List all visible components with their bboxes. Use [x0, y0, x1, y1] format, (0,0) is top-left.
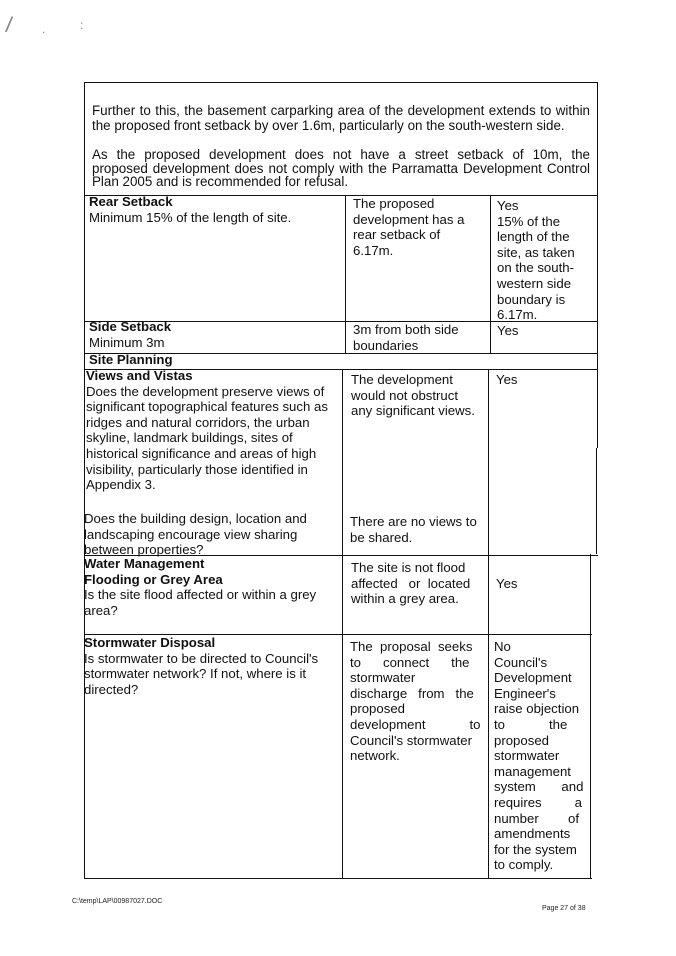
text-line: area? — [84, 602, 118, 618]
text-line: Council's stormwater — [350, 732, 472, 748]
text-line: for the system — [494, 841, 577, 857]
text-line: 3m from both side — [353, 322, 459, 337]
side-setback-cell — [89, 319, 341, 350]
footer-page-number: Page 27 of 38 — [542, 905, 586, 912]
col-divider-b1 — [490, 195, 491, 353]
text-line: to the — [494, 716, 568, 732]
text-line: boundary is — [497, 291, 566, 307]
text-line: The proposed — [353, 196, 435, 211]
text-line: Is stormwater to be directed to Council's — [84, 650, 319, 666]
scan-mark-slash: / — [4, 11, 14, 38]
text-line: western side — [497, 275, 572, 291]
col-divider-a2 — [342, 369, 343, 879]
text-line: development has a — [353, 211, 465, 227]
text-line: stormwater — [350, 670, 416, 686]
text-line: on the south- — [497, 260, 574, 276]
text-line: discharge from the — [350, 685, 474, 701]
intro-p2-line2: proposed development does not comply with the Parramatta Development Control — [92, 160, 590, 176]
table-bottom-border — [84, 878, 592, 879]
text-line: system and — [494, 779, 584, 795]
views-vistas-question-2 — [84, 511, 340, 558]
text-line: Appendix 3. — [86, 477, 156, 493]
views-vistas-answer-1 — [351, 372, 487, 419]
stormwater-cell — [84, 635, 340, 697]
site-planning-heading: Site Planning — [89, 352, 173, 367]
text-line: Engineer's — [494, 685, 556, 701]
text-line: to comply. — [494, 857, 554, 873]
text-line: any significant views. — [351, 403, 475, 419]
text-line: historical significance and areas of high — [86, 445, 317, 461]
text-line: 6.17m. — [353, 242, 394, 258]
text-line: length of the — [497, 229, 570, 245]
stormwater-proposal — [350, 639, 482, 764]
rear-setback-cell — [89, 194, 341, 225]
text-line: network. — [350, 748, 400, 764]
intro-paragraph-1 — [92, 104, 590, 133]
table-left-border — [84, 82, 85, 879]
views-vistas-cell — [86, 368, 340, 493]
col-divider-a1 — [345, 195, 346, 353]
text-line: Is the site flood affected or within a grey — [84, 587, 317, 603]
text-line: proposed — [494, 732, 549, 748]
text-line: management — [494, 763, 571, 779]
text-line: number of — [494, 810, 580, 826]
text-line: 15% of the — [497, 213, 561, 229]
rear-setback-requirement: Minimum 15% of the length of site. — [89, 209, 292, 225]
side-setback-requirement: Minimum 3m — [89, 334, 165, 350]
intro-p1-line2: the proposed front setback by over 1.6m, particularly on the south-western side. — [92, 117, 565, 133]
water-proposal — [351, 560, 485, 607]
side-setback-compliance: Yes — [497, 323, 519, 338]
water-management-cell — [84, 556, 340, 618]
water-compliance: Yes — [496, 576, 518, 591]
rear-setback-heading: Rear Setback — [89, 194, 173, 209]
intro-p1-line1: Further to this, the basement carparking area of the development extends to within — [92, 103, 590, 118]
text-line: skyline, landmark buildings, sites of — [86, 430, 293, 446]
text-line: Does the building design, location and — [84, 511, 307, 526]
text-line: ridges and natural corridors, the urban — [86, 414, 310, 430]
text-line: Yes — [497, 198, 519, 213]
text-line: significant topographical features such as — [86, 399, 328, 415]
text-line: There are no views to — [350, 514, 477, 529]
text-line: raise objection — [494, 701, 580, 717]
scan-mark-dot: . — [42, 22, 46, 36]
intro-p2-line3: Plan 2005 and is recommended for refusal. — [92, 174, 349, 189]
flooding-grey-area-heading: Flooding or Grey Area — [84, 571, 223, 587]
side-setback-proposal — [353, 322, 487, 353]
scan-mark-colon: : — [80, 18, 84, 32]
intro-p2-line1: As the proposed development does not have a street setback of 10m, the — [92, 147, 590, 162]
text-line: amendments — [494, 826, 571, 842]
rear-setback-proposal — [353, 196, 487, 258]
views-vistas-heading: Views and Vistas — [86, 368, 193, 383]
text-line: Council's — [494, 654, 548, 670]
text-line: landscaping encourage view sharing — [84, 526, 298, 542]
table-right-border-low — [590, 554, 591, 879]
text-line: rear setback of — [353, 227, 441, 243]
views-vistas-compliance: Yes — [496, 372, 518, 387]
col-divider-b2 — [488, 369, 489, 879]
footer-file-path: C:\temp\LAP\00987027.DOC — [72, 898, 163, 905]
text-line: stormwater — [494, 748, 560, 764]
text-line: Development — [494, 670, 572, 686]
text-line: The site is not flood — [351, 560, 466, 575]
text-line: No — [494, 639, 511, 654]
text-line: directed? — [84, 681, 139, 697]
text-line: visibility, particularly those identified in — [86, 461, 308, 477]
text-line: would not obstruct — [351, 387, 459, 403]
text-line: within a grey area. — [351, 591, 459, 607]
text-line: The development — [351, 372, 453, 387]
rear-setback-compliance — [497, 198, 593, 323]
table-right-border — [597, 82, 598, 448]
text-line: boundaries — [353, 337, 419, 353]
intro-paragraph-2 — [92, 148, 590, 189]
text-line: proposed — [350, 701, 405, 717]
table-right-border-mid — [596, 448, 597, 554]
water-management-heading: Water Management — [84, 556, 205, 571]
text-line: affected or located — [351, 575, 471, 591]
text-line: development to — [350, 716, 481, 732]
views-vistas-answer-2 — [350, 514, 486, 545]
text-line: The proposal seeks — [350, 639, 473, 654]
stormwater-compliance — [494, 639, 586, 873]
text-line: to connect the — [350, 654, 470, 670]
side-setback-heading: Side Setback — [89, 319, 172, 334]
text-line: between properties? — [84, 542, 204, 558]
text-line: 6.17m. — [497, 307, 538, 323]
table-top-border — [84, 82, 598, 83]
text-line: requires a — [494, 794, 582, 810]
text-line: site, as taken — [497, 244, 575, 260]
text-line: Does the development preserve views of — [86, 383, 325, 399]
stormwater-heading: Stormwater Disposal — [84, 635, 216, 650]
text-line: stormwater network? If not, where is it — [84, 666, 307, 682]
text-line: be shared. — [350, 529, 413, 545]
